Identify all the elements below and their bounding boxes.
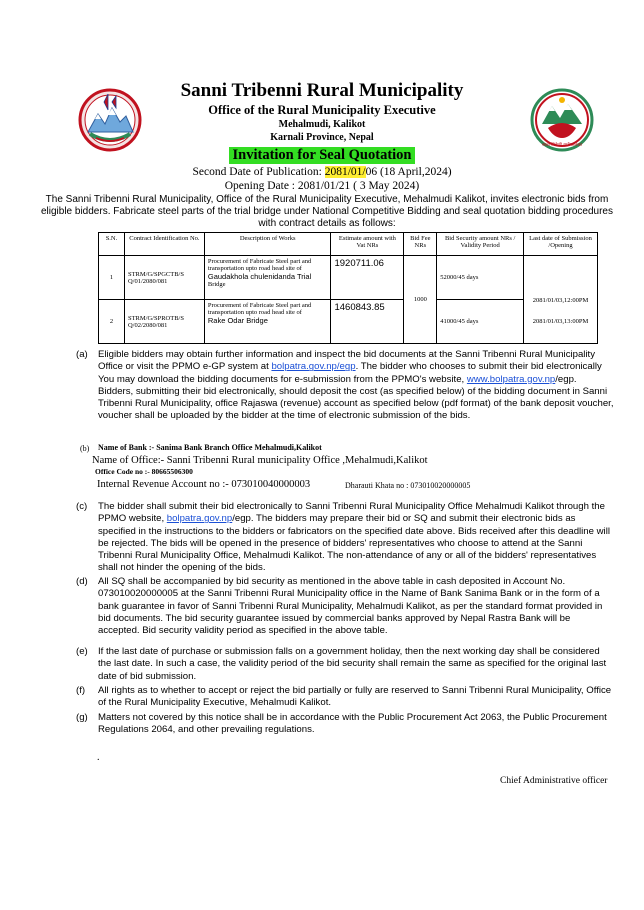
table-header-row (99, 233, 598, 256)
header-estimate: Estimate amount with Vat NRs (331, 233, 404, 256)
paragraph-a-text-3: /egp. Bidders, submitting their bid electronically, should deposit the cost (as specified below) of the bidding document in Sanni Tribenni Rural Municipality, office Rajaswa (revenue) account as specified below (pdf format) of the bank deposit voucher, voucher shall be uploaded by the bidder at the time of electronic submission of the bids. (98, 373, 614, 422)
notice-heading: Invitation for Seal Quotation (229, 147, 416, 164)
notice-heading-wrap (0, 146, 644, 164)
paragraph-d-text: All SQ shall be accompanied by bid security as mentioned in the above table in cash deposited in Account No. 073010020000005 at the Sanni Tribenni Rural Municipality office in the Name of Bank Sanima Bank or in the form of a bank guarantee in favor of Sanni Tribenni Rural Municipality, Mehalmudi Kalikot, as per the standard format provided in bid documents. The bid security guarantee issued by commercial banks approved by Nepal Rastra Bank will be accepted. Bid security validity period as specified in the above table. (98, 576, 603, 637)
intro-paragraph: The Sanni Tribenni Rural Municipality, Office of the Rural Municipality Executive, Mehalmudi Kalikot, invites electronic bids from eligible bidders. Fabricate steel parts of the trial bridge under National Competitive Bidding and seal quotation bidding procedures with contract details as follows: (40, 194, 613, 230)
publication-suffix: 06 (18 April,2024) (365, 166, 452, 178)
paragraph-g-label: (g) (76, 712, 88, 723)
paragraph-e (76, 646, 614, 683)
row-description (204, 300, 331, 344)
header-last-date: Last date of Submission /Opening (524, 233, 598, 256)
last-date-2: 2081/01/03,13:00PM (532, 317, 589, 325)
office-code: Office Code no :- 80665506300 (95, 467, 193, 476)
paragraph-c-text-1: The bidder shall submit their bid electronically to Sanni Tribenni Rural Municipality Office Mehalmudi Kalikot through the PPMO website, (98, 501, 605, 525)
description-main: Gaudakhola chulenidanda Trial (207, 272, 312, 281)
paragraph-f-text: All rights as to whether to accept or reject the bid partially or fully are reserved to Sanni Tribenni Rural Municipality, Office of the Rural Municipality Executive, Mehalmudi Kalikot. (98, 685, 612, 709)
paragraph-c-text-2: /egp. The bidders may prepare their bid or SQ and submit their electronic bids as specified in the instructions to the bidders or fabricators on the specified date above. Bids received after this deadline will be rejected. The bids will be opened in the presence of bidders' representatives who choose to attend at the Sanni Tribenni Rural Municipality Office, Mehalmudi Kalikot. The non-attendance of any or all of the bidders' representatives shall not hinder the opening of the bids. (98, 513, 610, 574)
office-name: Name of Office:- Sanni Tribenni Rural municipality Office ,Mehalmudi,Kalikot (92, 455, 428, 466)
last-date-1: 2081/01/03,12:00PM (532, 296, 589, 304)
header-description: Description of Works (204, 233, 331, 256)
row-amount: 1920711.06 (331, 256, 404, 300)
paragraph-a-label: (a) (76, 349, 88, 360)
paragraph-a-text-2: . The bidder who chooses to submit their bid electronically You may download the bidding documents for e-submission from the PPMO's website, (98, 361, 602, 385)
description-tail: Bridge (207, 281, 226, 288)
address-line-1: Mehalmudi, Kalikot (278, 119, 366, 130)
publication-date (0, 166, 644, 178)
paragraph-d (76, 576, 614, 637)
header-sn: S.N. (99, 233, 125, 256)
office-subtitle: Office of the Rural Municipality Executive (208, 103, 436, 117)
bolpatra-egp-link[interactable]: bolpatra.gov.np/egp (271, 361, 356, 373)
contract-id-text: STRM/G/SPGCTB/S Q/01/2080/081 (127, 270, 184, 285)
row-amount: 1460843.85 (331, 300, 404, 344)
row-description (204, 256, 331, 300)
description-small: Procurement of Fabricate Steel part and transportation upto road head site of (207, 258, 312, 272)
publication-highlight: 2081/01/ (324, 166, 366, 178)
security-text: 52000/45 days (440, 274, 479, 281)
row-last-date (524, 256, 598, 344)
paragraph-e-label: (e) (76, 646, 88, 657)
municipality-logo-text: सान्नी त्रिवेणी गाउँपालिका (541, 143, 583, 148)
address-line-2: Karnali Province, Nepal (270, 132, 374, 143)
paragraph-f-label: (f) (76, 685, 86, 696)
description-small: Procurement of Fabricate Steel part and transportation upto road head site of (207, 302, 312, 316)
header-bid-fee: Bid Fee NRs (404, 233, 437, 256)
paragraph-c-label: (c) (76, 501, 88, 512)
bid-table (98, 232, 598, 344)
opening-date: Opening Date : 2081/01/21 ( 3 May 2024) (224, 180, 420, 192)
row-sn: 2 (99, 300, 125, 344)
header-contract-id: Contract Identification No. (124, 233, 204, 256)
paragraph-f (76, 685, 614, 710)
bolpatra-www-link[interactable]: www.bolpatra.gov.np (466, 373, 556, 385)
row-sn: 1 (99, 256, 125, 300)
paragraph-b-label: (b) (80, 444, 90, 453)
paragraph-e-text: If the last date of purchase or submission falls on a government holiday, then the next working day shall be considered the last date. In such a case, the validity period of the bid security shall remain the same as specified for the original last date of bid submission. (98, 646, 607, 682)
signature-title: Chief Administrative officer (500, 776, 608, 786)
bank-name: Name of Bank :- Sanima Bank Branch Office Mehalmudi,Kalikot (98, 443, 322, 452)
revenue-account: Internal Revenue Account no :- 073010040000003 (97, 479, 311, 490)
paragraph-c (76, 501, 614, 575)
paragraph-a-text-1: Eligible bidders may obtain further information and inspect the bid documents at the Sanni Tribenni Rural Municipality Office or visit the PPMO e-GP system at (98, 349, 596, 373)
row-security (437, 300, 524, 344)
table-row (99, 256, 598, 300)
row-contract-id (124, 256, 204, 300)
contract-id-text: STRM/G/SPROTB/S Q/02/2080/081 (127, 314, 184, 329)
description-main: Rake Odar Bridge (207, 316, 268, 325)
paragraph-g (76, 712, 614, 737)
security-text: 41000/45 days (440, 318, 479, 325)
table-row (99, 300, 598, 344)
header-bid-security: Bid Security amount NRs / Validity Period (437, 233, 524, 256)
paragraph-g-text: Matters not covered by this notice shall be in accordance with the Public Procurement Act 2063, the Public Procurement Regulations 2064, and other prevailing regulations. (98, 712, 607, 736)
row-contract-id (124, 300, 204, 344)
row-security (437, 256, 524, 300)
dharauti-account: Dharauti Khata no : 073010020000005 (345, 481, 471, 490)
row-bid-fee: 1000 (404, 256, 437, 344)
bolpatra-link[interactable]: bolpatra.gov.np (166, 513, 233, 525)
publication-prefix: Second Date of Publication: (192, 166, 325, 178)
paragraph-d-label: (d) (76, 576, 88, 587)
stray-dot: . (97, 752, 100, 763)
paragraph-a (76, 349, 614, 423)
municipality-title: Sanni Tribenni Rural Municipality (180, 80, 464, 101)
